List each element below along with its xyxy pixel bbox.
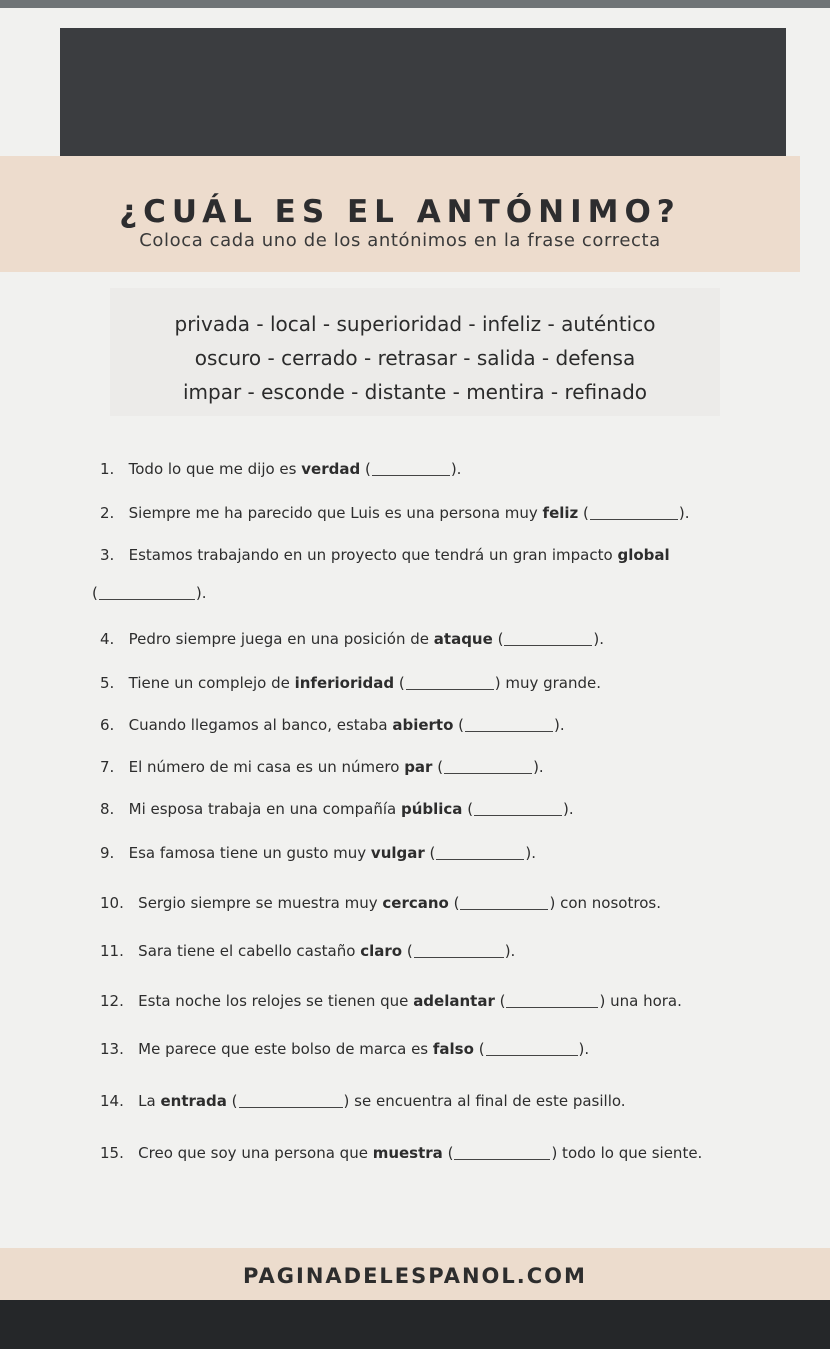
question-keyword: abierto	[392, 716, 454, 734]
answer-blank[interactable]	[465, 730, 553, 732]
question-3-continuation: ( ).	[92, 584, 207, 602]
question-number: 6.	[100, 716, 115, 734]
question-keyword: claro	[360, 942, 403, 960]
question-13: 13. Me parece que este bolso de marca es falso ( ).	[100, 1040, 590, 1058]
question-text: Me parece que este bolso de marca es	[138, 1040, 433, 1058]
question-keyword: pública	[400, 800, 463, 818]
answer-blank[interactable]	[454, 1158, 550, 1160]
question-text: Tiene un complejo de	[128, 674, 295, 692]
question-text: Mi esposa trabaja en una compañía	[128, 800, 401, 818]
bottom-dark-bar	[0, 1300, 830, 1349]
question-number: 5.	[100, 674, 115, 692]
question-text-after: ).	[578, 1040, 590, 1058]
word-bank	[110, 288, 720, 416]
question-keyword: global	[617, 546, 670, 564]
question-text: Sergio siempre se muestra muy	[138, 894, 383, 912]
question-14: 14. La entrada ( ) se encuentra al final de este pasillo.	[100, 1092, 626, 1110]
question-text-after: ).	[195, 584, 207, 602]
word-bank-line: privada - local - superioridad - infeliz - auténtico	[174, 312, 656, 336]
question-text-after: ) con nosotros.	[549, 894, 661, 912]
question-text: Sara tiene el cabello castaño	[138, 942, 361, 960]
question-text-after: ) se encuentra al final de este pasillo.	[343, 1092, 626, 1110]
word-bank-line: impar - esconde - distante - mentira - refinado	[182, 380, 648, 404]
question-number: 15.	[100, 1144, 124, 1162]
question-text: Estamos trabajando en un proyecto que tendrá un gran impacto	[128, 546, 618, 564]
header-dark-band	[60, 28, 786, 164]
question-3	[100, 546, 670, 564]
question-number: 3.	[100, 546, 115, 564]
question-text-after: ) una hora.	[599, 992, 682, 1010]
question-text-after: ).	[563, 800, 574, 818]
answer-blank[interactable]	[99, 598, 195, 600]
question-text: Esta noche los relojes se tienen que	[138, 992, 414, 1010]
question-15: 15. Creo que soy una persona que muestra ( ) todo lo que siente.	[100, 1144, 703, 1162]
question-10: 10. Sergio siempre se muestra muy cercano ( ) con nosotros.	[100, 894, 661, 912]
question-number: 10.	[100, 894, 124, 912]
answer-blank[interactable]	[372, 474, 450, 476]
question-number: 7.	[100, 758, 115, 776]
question-keyword: muestra	[372, 1144, 443, 1162]
question-text-after: ).	[678, 504, 690, 522]
question-keyword: par	[404, 758, 433, 776]
question-text-after: ).	[450, 460, 462, 478]
answer-blank[interactable]	[590, 518, 678, 520]
question-1: 1. Todo lo que me dijo es verdad ( ).	[100, 460, 462, 478]
question-number: 13.	[100, 1040, 124, 1058]
answer-blank[interactable]	[460, 908, 548, 910]
question-text-after: ).	[554, 716, 565, 734]
question-number: 11.	[100, 942, 124, 960]
answer-blank[interactable]	[486, 1054, 578, 1056]
question-text-after: ).	[593, 630, 605, 648]
question-number: 14.	[100, 1092, 124, 1110]
question-number: 9.	[100, 844, 115, 862]
question-text-after: ).	[525, 844, 537, 862]
question-text: Siempre me ha parecido que Luis es una persona muy	[128, 504, 543, 522]
answer-blank[interactable]	[444, 772, 532, 774]
question-text-after: ) todo lo que siente.	[551, 1144, 703, 1162]
question-6: 6. Cuando llegamos al banco, estaba abierto ( ).	[100, 716, 565, 734]
page-title: ¿CUÁL ES EL ANTÓNIMO?	[119, 194, 681, 230]
question-keyword: inferioridad	[294, 674, 395, 692]
worksheet-page	[0, 8, 830, 1303]
question-number: 1.	[100, 460, 115, 478]
question-text: El número de mi casa es un número	[128, 758, 405, 776]
question-text: Pedro siempre juega en una posición de	[128, 630, 434, 648]
question-text: Cuando llegamos al banco, estaba	[128, 716, 393, 734]
answer-blank[interactable]	[504, 644, 592, 646]
question-keyword: falso	[432, 1040, 474, 1058]
footer-band	[0, 1248, 830, 1304]
question-12: 12. Esta noche los relojes se tienen que adelantar ( ) una hora.	[100, 992, 682, 1010]
question-text-after: ).	[533, 758, 544, 776]
question-keyword: entrada	[160, 1092, 227, 1110]
answer-blank[interactable]	[506, 1006, 598, 1008]
question-number: 8.	[100, 800, 115, 818]
question-keyword: adelantar	[413, 992, 495, 1010]
answer-blank[interactable]	[414, 956, 504, 958]
question-keyword: cercano	[382, 894, 449, 912]
question-5: 5. Tiene un complejo de inferioridad ( ) muy grande.	[100, 674, 602, 692]
question-number: 2.	[100, 504, 115, 522]
question-keyword: vulgar	[370, 844, 425, 862]
question-text-after: ).	[504, 942, 516, 960]
footer-website: PAGINADELESPANOL.COM	[243, 1264, 587, 1288]
answer-blank[interactable]	[406, 688, 494, 690]
question-9: 9. Esa famosa tiene un gusto muy vulgar ( ).	[100, 844, 537, 862]
page-subtitle: Coloca cada uno de los antónimos en la frase correcta	[139, 230, 661, 251]
question-text: Todo lo que me dijo es	[128, 460, 302, 478]
answer-blank[interactable]	[474, 814, 562, 816]
answer-blank[interactable]	[239, 1106, 343, 1108]
question-7: 7. El número de mi casa es un número par ( ).	[100, 758, 544, 776]
question-11: 11. Sara tiene el cabello castaño claro ( ).	[100, 942, 516, 960]
question-keyword: verdad	[301, 460, 361, 478]
question-2: 2. Siempre me ha parecido que Luis es una persona muy feliz ( ).	[100, 504, 690, 522]
question-number: 4.	[100, 630, 115, 648]
question-text: La	[138, 1092, 161, 1110]
word-bank-line: oscuro - cerrado - retrasar - salida - defensa	[194, 346, 636, 370]
question-text: Creo que soy una persona que	[138, 1144, 373, 1162]
question-4: 4. Pedro siempre juega en una posición de ataque ( ).	[100, 630, 605, 648]
question-keyword: feliz	[542, 504, 579, 522]
question-text: Esa famosa tiene un gusto muy	[128, 844, 371, 862]
question-text-after: ) muy grande.	[494, 674, 602, 692]
question-number: 12.	[100, 992, 124, 1010]
answer-blank[interactable]	[436, 858, 524, 860]
question-8: 8. Mi esposa trabaja en una compañía pública ( ).	[100, 800, 574, 818]
question-keyword: ataque	[433, 630, 493, 648]
